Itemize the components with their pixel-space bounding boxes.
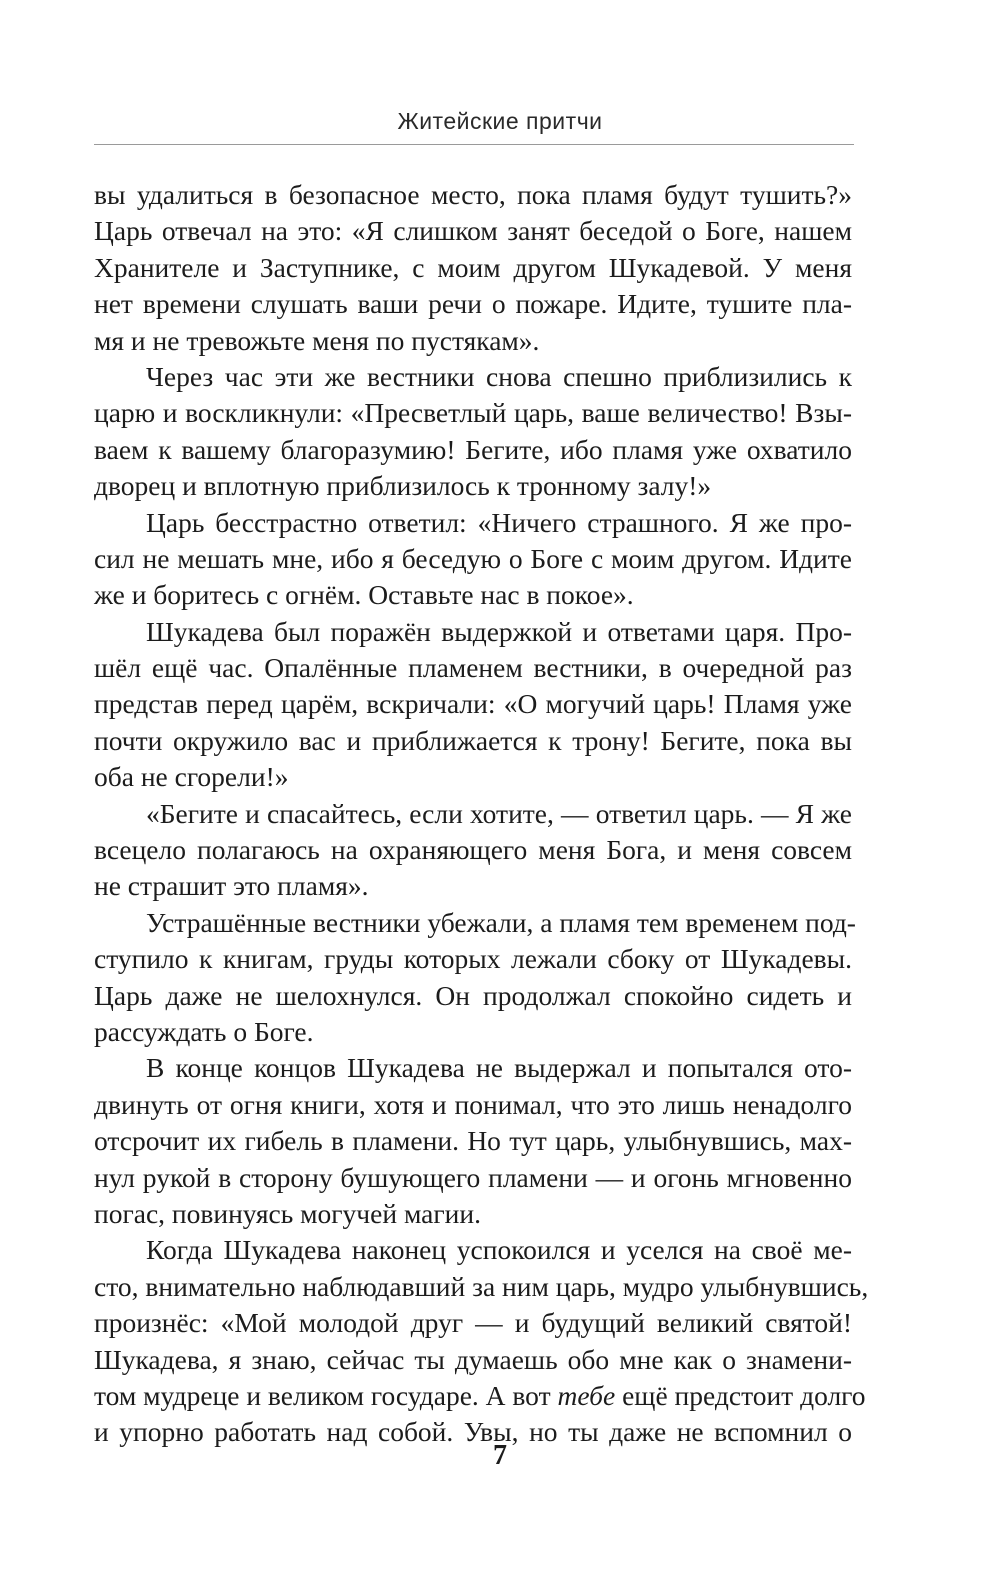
- running-header: Житейские притчи: [397, 108, 603, 134]
- text-line: произнёс: «Мой молодой друг — и будущий великий святой!: [94, 1307, 852, 1339]
- paragraph-1: [94, 177, 852, 359]
- body-text: [94, 177, 869, 1451]
- text-line: Хранителе и Заступнике, с моим другом Шукадевой. У меня: [94, 251, 852, 283]
- paragraph-8: [94, 1232, 869, 1450]
- text-run: ещё предстоит долго: [615, 1379, 866, 1411]
- text-line: сил не мешать мне, ибо я беседую о Боге с моим другом. Идите: [94, 542, 852, 574]
- text-line: Царь бесстрастно ответил: «Ничего страшного. Я же про-: [146, 506, 852, 538]
- text-line: Царь даже не шелохнулся. Он продолжал спокойно сидеть и: [94, 979, 852, 1011]
- paragraph-4: [94, 614, 852, 796]
- text-line: сто, внимательно наблюдавший за ним царь, мудро улыбнувшись,: [94, 1270, 869, 1302]
- text-line: не страшит это пламя».: [94, 870, 369, 902]
- text-line: двинуть от огня книги, хотя и понимал, что это лишь ненадолго: [94, 1088, 852, 1120]
- text-line: Через час эти же вестники снова спешно приблизились к: [146, 360, 852, 392]
- paragraph-2: [94, 359, 852, 505]
- text-line: Шукадева, я знаю, сейчас ты думаешь обо мне как о знамени-: [94, 1343, 852, 1375]
- text-line: нет времени слушать ваши речи о пожаре. Идите, тушите пла-: [94, 288, 852, 320]
- text-line: отсрочит их гибель в пламени. Но тут царь, улыбнувшись, мах-: [94, 1125, 852, 1157]
- paragraph-5: [94, 796, 852, 905]
- text-line: всецело полагаюсь на охраняющего меня Бога, и меня совсем: [94, 834, 852, 866]
- text-line: представ перед царём, вскричали: «О могучий царь! Пламя уже: [94, 688, 852, 720]
- text-line: же и боритесь с огнём. Оставьте нас в покое».: [94, 579, 634, 611]
- text-line: Устрашённые вестники убежали, а пламя тем временем под-: [146, 906, 856, 938]
- text-line: царю и воскликнули: «Пресветлый царь, ваше величество! Взы-: [94, 397, 852, 429]
- text-line: почти окружило вас и приближается к трону! Бегите, пока вы: [94, 724, 852, 756]
- text-line: вы удалиться в безопасное место, пока пламя будут тушить?»: [94, 179, 852, 210]
- text-line: погас, повинуясь могучей магии.: [94, 1197, 481, 1229]
- text-line: [94, 1378, 866, 1414]
- emphasis-word: тебе: [557, 1379, 616, 1411]
- text-line: и упорно работать над собой. Увы, но ты даже не вспомнил о: [94, 1416, 852, 1448]
- text-line: оба не сгорели!»: [94, 761, 289, 793]
- paragraph-7: [94, 1050, 852, 1232]
- text-line: дворец и вплотную приблизилось к тронному залу!»: [94, 470, 712, 502]
- text-line: рассуждать о Боге.: [94, 1015, 314, 1047]
- text-run: том мудреце и великом государе. А вот: [94, 1379, 558, 1411]
- text-line: нул рукой в сторону бушующего пламени — и огонь мгновенно: [94, 1161, 852, 1193]
- text-line: Шукадева был поражён выдержкой и ответами царя. Про-: [146, 615, 852, 647]
- text-line: ступило к книгам, груды которых лежали сбоку от Шукадевы.: [94, 943, 852, 975]
- text-line: Когда Шукадева наконец успокоился и уселся на своё ме-: [146, 1234, 852, 1266]
- text-line: ваем к вашему благоразумию! Бегите, ибо пламя уже охватило: [94, 433, 852, 465]
- text-line: мя и не тревожьте меня по пустякам».: [94, 324, 540, 356]
- text-line: В конце концов Шукадева не выдержал и попытался ото-: [146, 1052, 852, 1084]
- text-line: шёл ещё час. Опалённые пламенем вестники, в очередной раз: [94, 652, 852, 684]
- page-number: 7: [493, 1440, 507, 1471]
- paragraph-6: [94, 905, 856, 1051]
- paragraph-3: [94, 505, 852, 614]
- text-line: Царь отвечал на это: «Я слишком занят беседой о Боге, нашем: [94, 215, 852, 247]
- text-line: «Бегите и спасайтесь, если хотите, — ответил царь. — Я же: [146, 797, 852, 829]
- header-rule: [94, 144, 854, 145]
